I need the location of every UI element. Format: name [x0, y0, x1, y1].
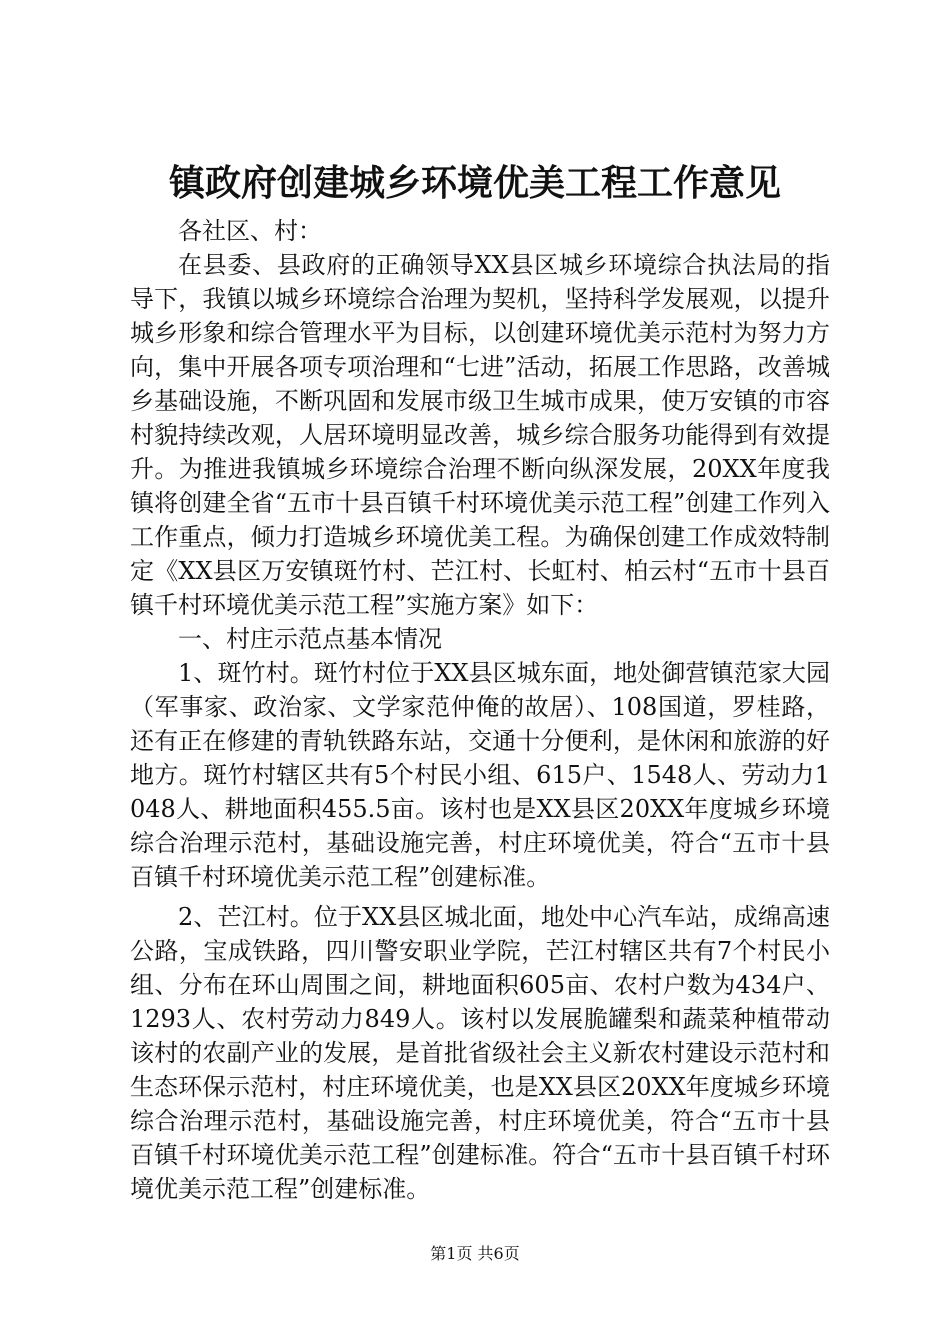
- banzhu-village-paragraph: 1、斑竹村。斑竹村位于XX县区城东面，地处御营镇范家大园（军事家、政治家、文学家范仲俺的故居）、108国道，罗桂路，还有正在修建的青轨铁路东站，交通十分便利，是休闲和旅游的好地方。斑竹村辖区共有5个村民小组、615户、1548人、劳动力1048人、耕地面积455.5亩。该村也是XX县区20XX年度城乡环境综合治理示范村，基础设施完善，村庄环境优美，符合“五市十县百镇千村环境优美示范工程”创建标准。: [130, 659, 830, 891]
- mangjiang-village-paragraph: 2、芒江村。位于XX县区城北面，地处中心汽车站，成绵高速公路，宝成铁路，四川警安职业学院，芒江村辖区共有7个村民小组、分布在环山周围之间，耕地面积605亩、农村户数为434户、1293人、农村劳动力849人。该村以发展脆罐梨和蔬菜种植带动该村的农副产业的发展，是首批省级社会主义新农村建设示范村和生态环保示范村，村庄环境优美，也是XX县区20XX年度城乡环境综合治理示范村，基础设施完善，村庄环境优美，符合“五市十县百镇千村环境优美示范工程”创建标准。符合“五市十县百镇千村环境优美示范工程”创建标准。: [130, 903, 830, 1203]
- section-heading: 一、村庄示范点基本情况: [178, 625, 442, 653]
- intro-paragraph: 在县委、县政府的正确领导XX县区城乡环境综合执法局的指导下，我镇以城乡环境综合治理为契机，坚持科学发展观，以提升城乡形象和综合管理水平为目标，以创建环境优美示范村为努力方向，集中开展各项专项治理和“七进”活动，拓展工作思路，改善城乡基础设施，不断巩固和发展市级卫生城市成果，使万安镇的市容村貌持续改观，人居环境明显改善，城乡综合服务功能得到有效提升。为推进我镇城乡环境综合治理不断向纵深发展，20XX年度我镇将创建全省“五市十县百镇千村环境优美示范工程”创建工作列入工作重点，倾力打造城乡环境优美工程。为确保创建工作成效特制定《XX县区万安镇斑竹村、芒江村、长虹村、柏云村“五市十县百镇千村环境优美示范工程”实施方案》如下：: [130, 251, 830, 619]
- document-body: [130, 214, 830, 1206]
- document-title: 镇政府创建城乡环境优美工程工作意见: [168, 162, 781, 204]
- salutation-paragraph: 各社区、村：: [178, 217, 322, 245]
- page-footer: 第1页 共6页: [430, 1244, 520, 1263]
